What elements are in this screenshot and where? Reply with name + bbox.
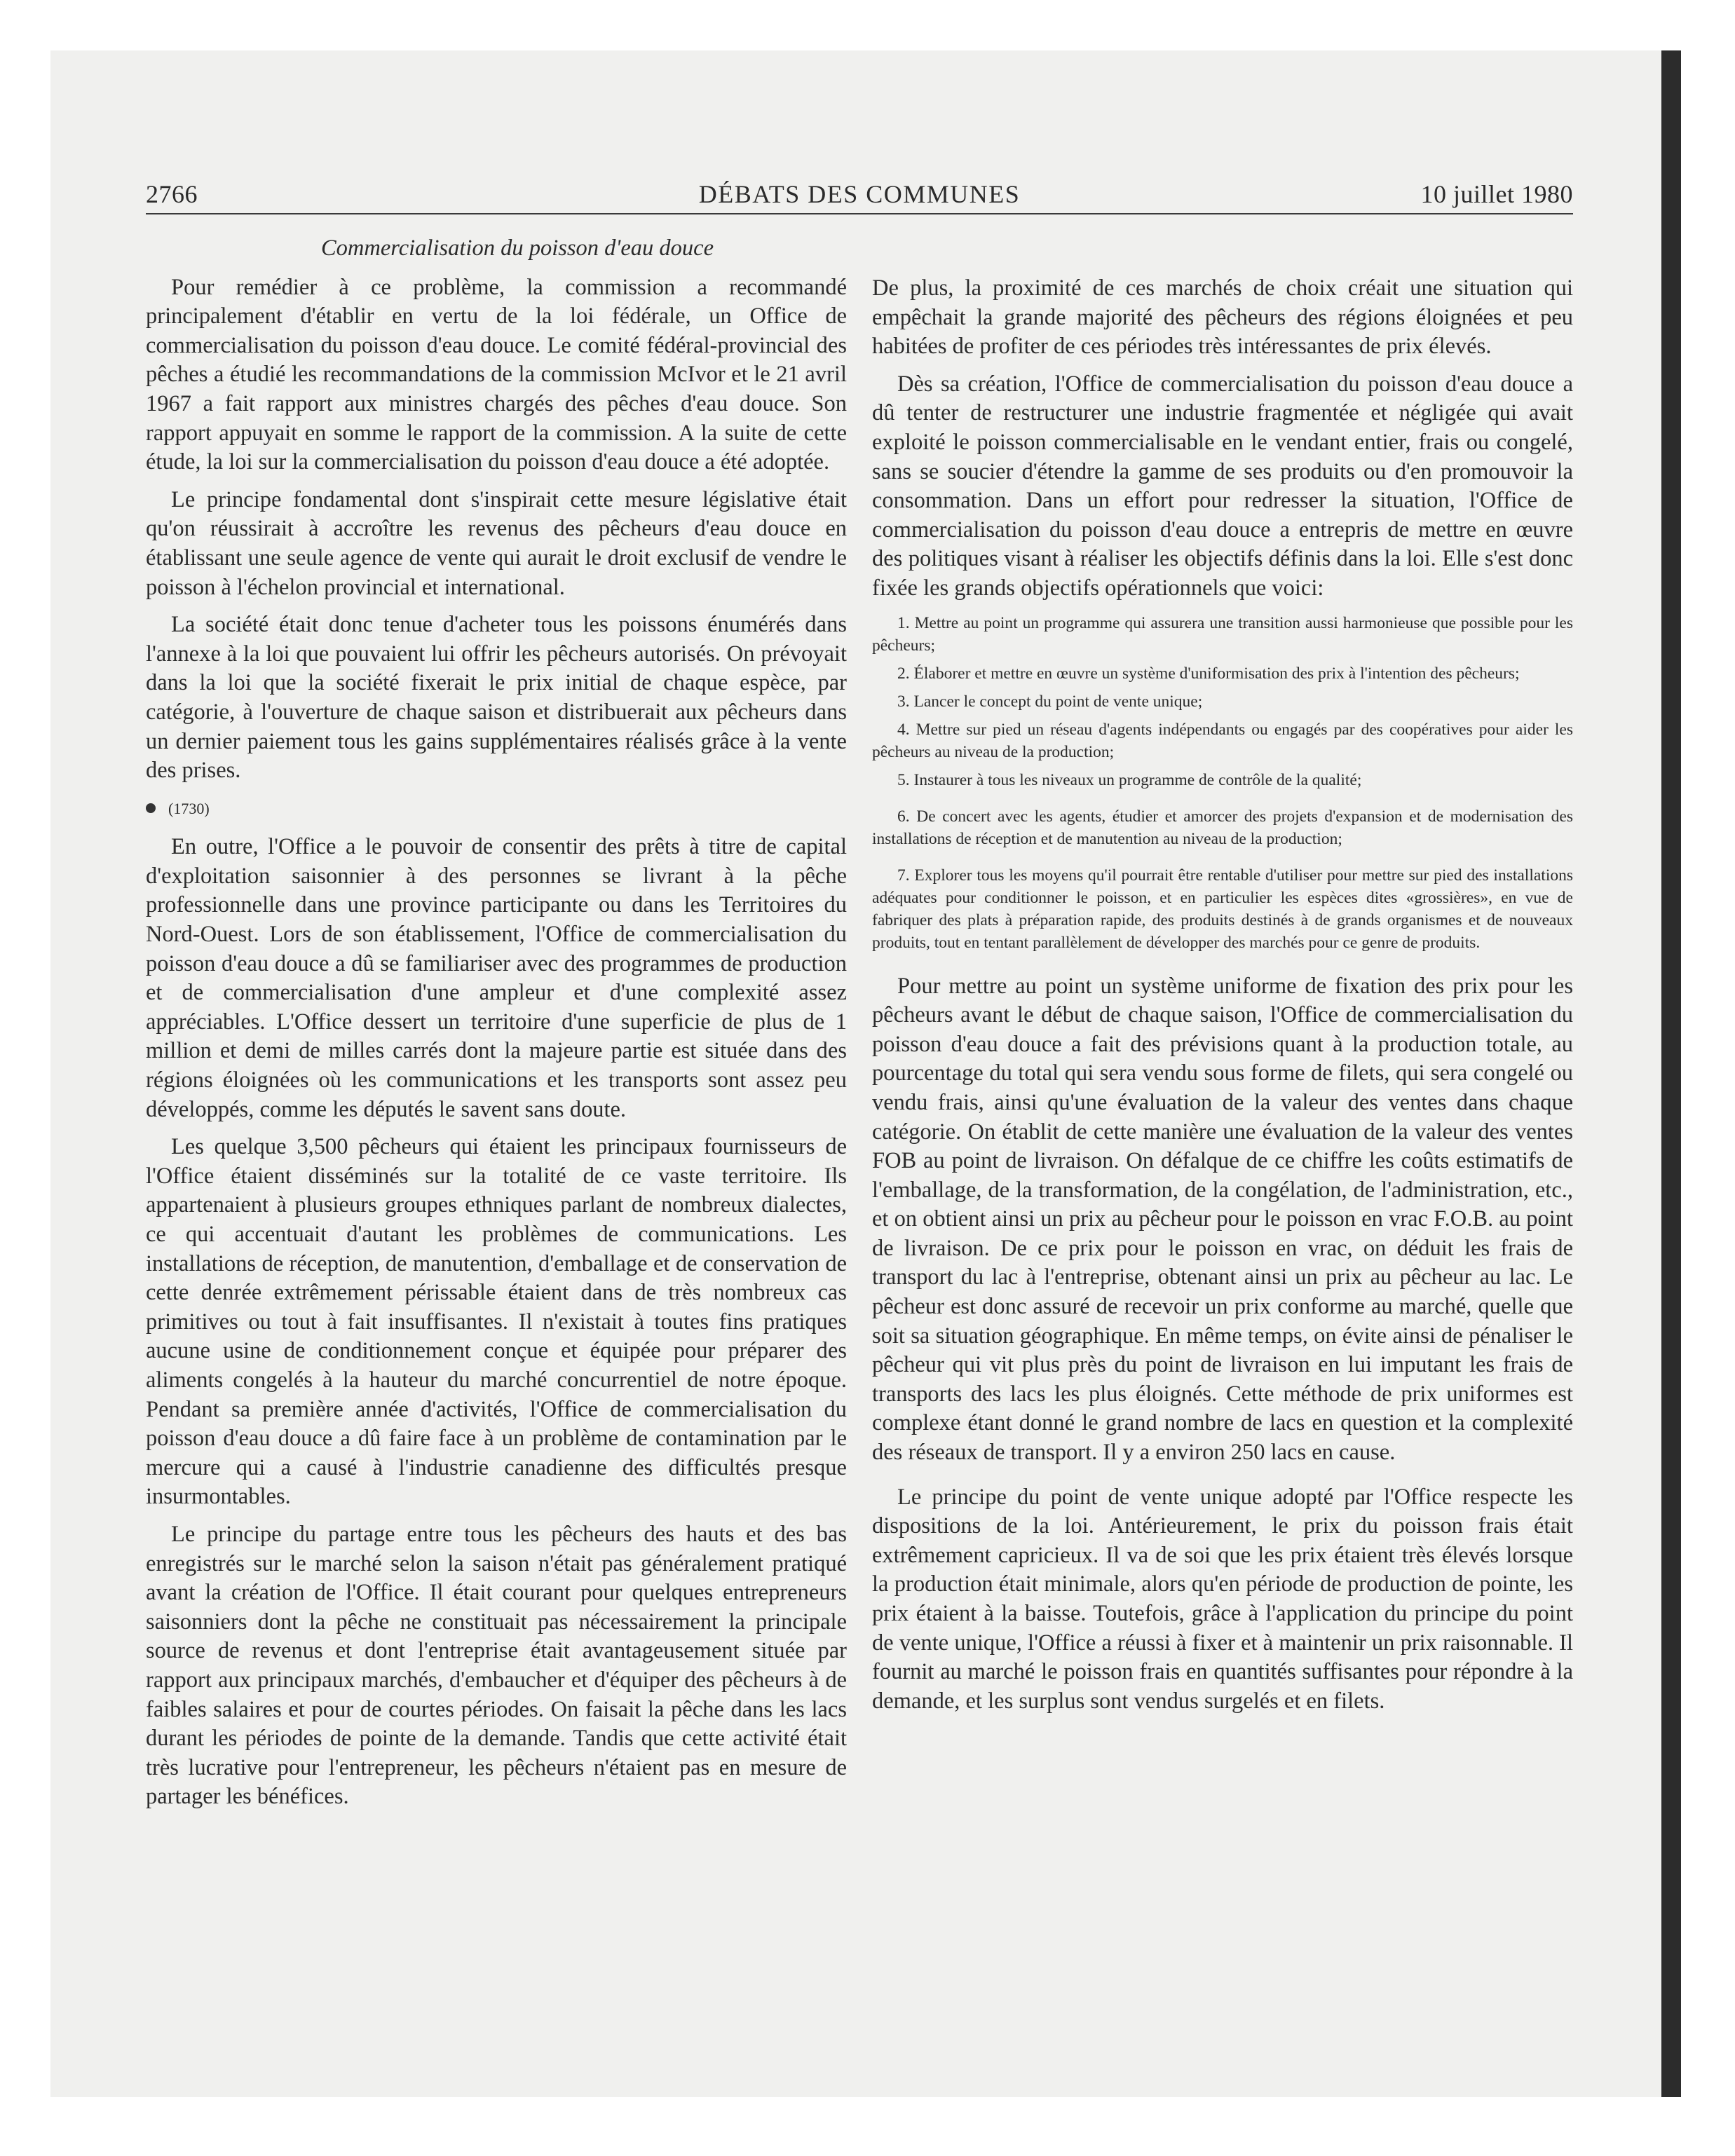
paragraph: Pour remédier à ce problème, la commission a recommandé principalement d'établir en vertu de la loi fédérale, un Office de commercialisation du poisson d'eau douce. Le comité fédéral-provincial des pêches a étudié les recommandations de la commission McIvor et le 21 avril 1967 a fait rapport aux ministres chargés des pêches d'eau douce. Son rapport appuyait en somme le rapport de la commission. A la suite de cette étude, la loi sur la commercialisation du poisson d'eau douce a été adoptée. xyxy=(146,274,847,475)
paragraph: Le principe fondamental dont s'inspirait cette mesure législative était qu'on réussirait à accroître les revenus des pêcheurs d'eau douce en établissant une seule agence de vente qui aurait le droit exclusif de vendre le poisson à l'échelon provincial et international. xyxy=(146,486,847,600)
list-item: 6. De concert avec les agents, étudier et amorcer des projets d'expansion et de modernisation des installations de réception et de manutention au niveau de la production; xyxy=(872,807,1573,848)
list-item: 7. Explorer tous les moyens qu'il pourrait être rentable d'utiliser pour mettre sur pied des installations adéquates pour conditionner le poisson, et en particulier les espèces dites «grossières», en vue de fabriquer des plats à préparation rapide, des produits destinés à de grands organismes et de nouveaux produits, tout en tentant parallèlement de développer des marchés pour ce genre de produits. xyxy=(872,866,1573,952)
paragraph: Le principe du point de vente unique adopté par l'Office respecte les dispositions de la loi. Antérieurement, le prix du poisson frais était extrêmement capricieux. Il va de soi que les prix étaient très élevés lorsque la production était minimale, alors qu'en période de production de pointe, les prix étaient à la baisse. Toutefois, grâce à l'application du principe du point de vente unique, l'Office a réussi à fixer et à maintenir un prix raisonnable. Il fournit au marché le poisson frais en quantités suffisantes pour répondre à la demande, et les surplus sont vendus surgelés et en filets. xyxy=(872,1484,1573,1714)
paragraph-continued: De plus, la proximité de ces marchés de choix créait une situation qui empêchait la grande majorité des pêcheurs des régions éloignées et peu habitées de profiter de ces périodes très intéressantes de prix élevés. xyxy=(872,275,1573,360)
page-date: 10 juillet 1980 xyxy=(1420,180,1573,208)
bullet-icon xyxy=(146,803,156,813)
paragraph: La société était donc tenue d'acheter tous les poissons énumérés dans l'annexe à la loi que pouvaient lui offrir les pêcheurs autorisés. On prévoyait dans la loi que la société fixerait le prix initial de chaque espèce, par catégorie, à l'ouverture de chaque saison et distribuerait aux pêcheurs dans un dernier paiement tous les gains supplémentaires réalisés grâce à la vente des prises. xyxy=(146,612,847,784)
page-number: 2766 xyxy=(146,180,198,208)
paragraph: Le principe du partage entre tous les pêcheurs des hauts et des bas enregistrés sur le marché selon la saison n'était pas généralement pratiqué avant la création de l'Office. Il était courant pour quelques entrepreneurs saisonniers dont la pêche ne constituait pas nécessairement la principale source de revenus et dont l'entreprise était avantageusement située par rapport aux principaux marchés, d'embaucher et d'équiper des pêcheurs à de faibles salaires et pour de courtes périodes. On faisait la pêche dans les lacs durant les périodes de pointe de la demande. Tandis que cette activité était très lucrative pour l'entrepreneur, les pêcheurs n'étaient pas en mesure de partager les bénéfices. xyxy=(146,1521,847,1810)
left-column xyxy=(146,234,847,1820)
page-header xyxy=(146,177,1573,212)
paragraph: En outre, l'Office a le pouvoir de consentir des prêts à titre de capital d'exploitation saisonnier à des personnes se livrant à la pêche professionnelle dans une province participante ou dans les Territoires du Nord-Ouest. Lors de son établissement, l'Office de commercialisation du poisson d'eau douce a dû se familiariser avec des programmes de production et de commercialisation d'une ampleur et d'une complexité assez appréciables. L'Office dessert un territoire d'une superficie de plus de 1 million et demi de milles carrés dont la majeure partie est située dans des régions éloignées où les communications et les transports sont assez peu développés, comme les députés le savent sans doute. xyxy=(146,834,847,1122)
list-item: 2. Élaborer et mettre en œuvre un système d'uniformisation des prix à l'intention des pêcheurs; xyxy=(897,664,1520,683)
list-item: 3. Lancer le concept du point de vente unique; xyxy=(897,692,1203,711)
time-marker-label: (1730) xyxy=(168,799,210,817)
paragraph: Pour mettre au point un système uniforme de fixation des prix pour les pêcheurs avant le début de chaque saison, l'Office de commercialisation du poisson d'eau douce a fait des prévisions quant à la production totale, au pourcentage du total qui sera vendu sous forme de filets, qui sera congelé ou vendu frais, ainsi qu'une évaluation de la valeur des ventes dans chaque catégorie. On établit de cette manière une évaluation de la valeur des ventes FOB au point de livraison. On défalque de ce chiffre les coûts estimatifs de l'emballage, de la transformation, de la congélation, de l'administration, etc., et on obtient ainsi un prix au pêcheur pour le poisson en vrac F.O.B. au point de livraison. De ce prix pour le poisson en vrac, on déduit les frais de transport du lac à l'entreprise, obtenant ainsi un prix au pêcheur au lac. Le pêcheur est donc assuré de recevoir un prix conforme au marché, quelle que soit sa situation géographique. En même temps, on évite ainsi de pénaliser le pêcheur qui vit plus près du point de livraison en lui imputant les frais de transports des lacs les plus éloignés. Cette méthode de prix uniformes est complexe étant donné le grand nombre de lacs en question et la complexité des réseaux de transport. Il y a environ 250 lacs en cause. xyxy=(872,973,1573,1466)
section-heading: Commercialisation du poisson d'eau douce xyxy=(320,236,714,261)
publication-title: DÉBATS DES COMMUNES xyxy=(698,180,1021,208)
scan-edge-bar xyxy=(1661,50,1681,2097)
list-item: 1. Mettre au point un programme qui assurera une transition aussi harmonieuse que possible pour les pêcheurs; xyxy=(872,613,1573,655)
right-column xyxy=(872,274,1573,1724)
objectives-list xyxy=(872,612,1573,954)
paragraph: Les quelque 3,500 pêcheurs qui étaient les principaux fournisseurs de l'Office étaient disséminés sur la totalité de ce vaste territoire. Ils appartenaient à plusieurs groupes ethniques parlant de nombreux dialectes, ce qui accentuait d'autant les problèmes de communications. Les installations de réception, de manutention, d'emballage et de conservation de cette denrée extrêmement périssable étaient dans de très nombreux cas primitives ou tout à fait insuffisantes. Il n'existait à toutes fins pratiques aucune usine de conditionnement conçue et équipée pour préparer des aliments congelés à la hauteur du marché concurrentiel de notre époque. Pendant sa première année d'activités, l'Office de commercialisation du poisson d'eau douce a dû faire face à un problème de contamination par le mercure qui a causé à l'industrie canadienne des difficultés presque insurmontables. xyxy=(146,1134,847,1510)
list-item: 5. Instaurer à tous les niveaux un programme de contrôle de la qualité; xyxy=(897,770,1362,789)
header-rule xyxy=(146,213,1573,214)
time-marker xyxy=(146,794,847,824)
paragraph: Dès sa création, l'Office de commercialisation du poisson d'eau douce a dû tenter de restructurer une industrie fragmentée et négligée qui avait exploité le poisson commercialisable en le vendant entier, frais ou congelé, sans se soucier d'étendre la gamme de ses produits ou d'en promouvoir la consommation. Dans un effort pour redresser la situation, l'Office de commercialisation du poisson d'eau douce a entrepris de mettre en œuvre des politiques visant à réaliser les objectifs définis dans la loi. Elle s'est donc fixée les grands objectifs opérationnels que voici: xyxy=(872,371,1573,601)
list-item: 4. Mettre sur pied un réseau d'agents indépendants ou engagés par des coopératives pour aider les pêcheurs au niveau de la production; xyxy=(872,720,1573,761)
